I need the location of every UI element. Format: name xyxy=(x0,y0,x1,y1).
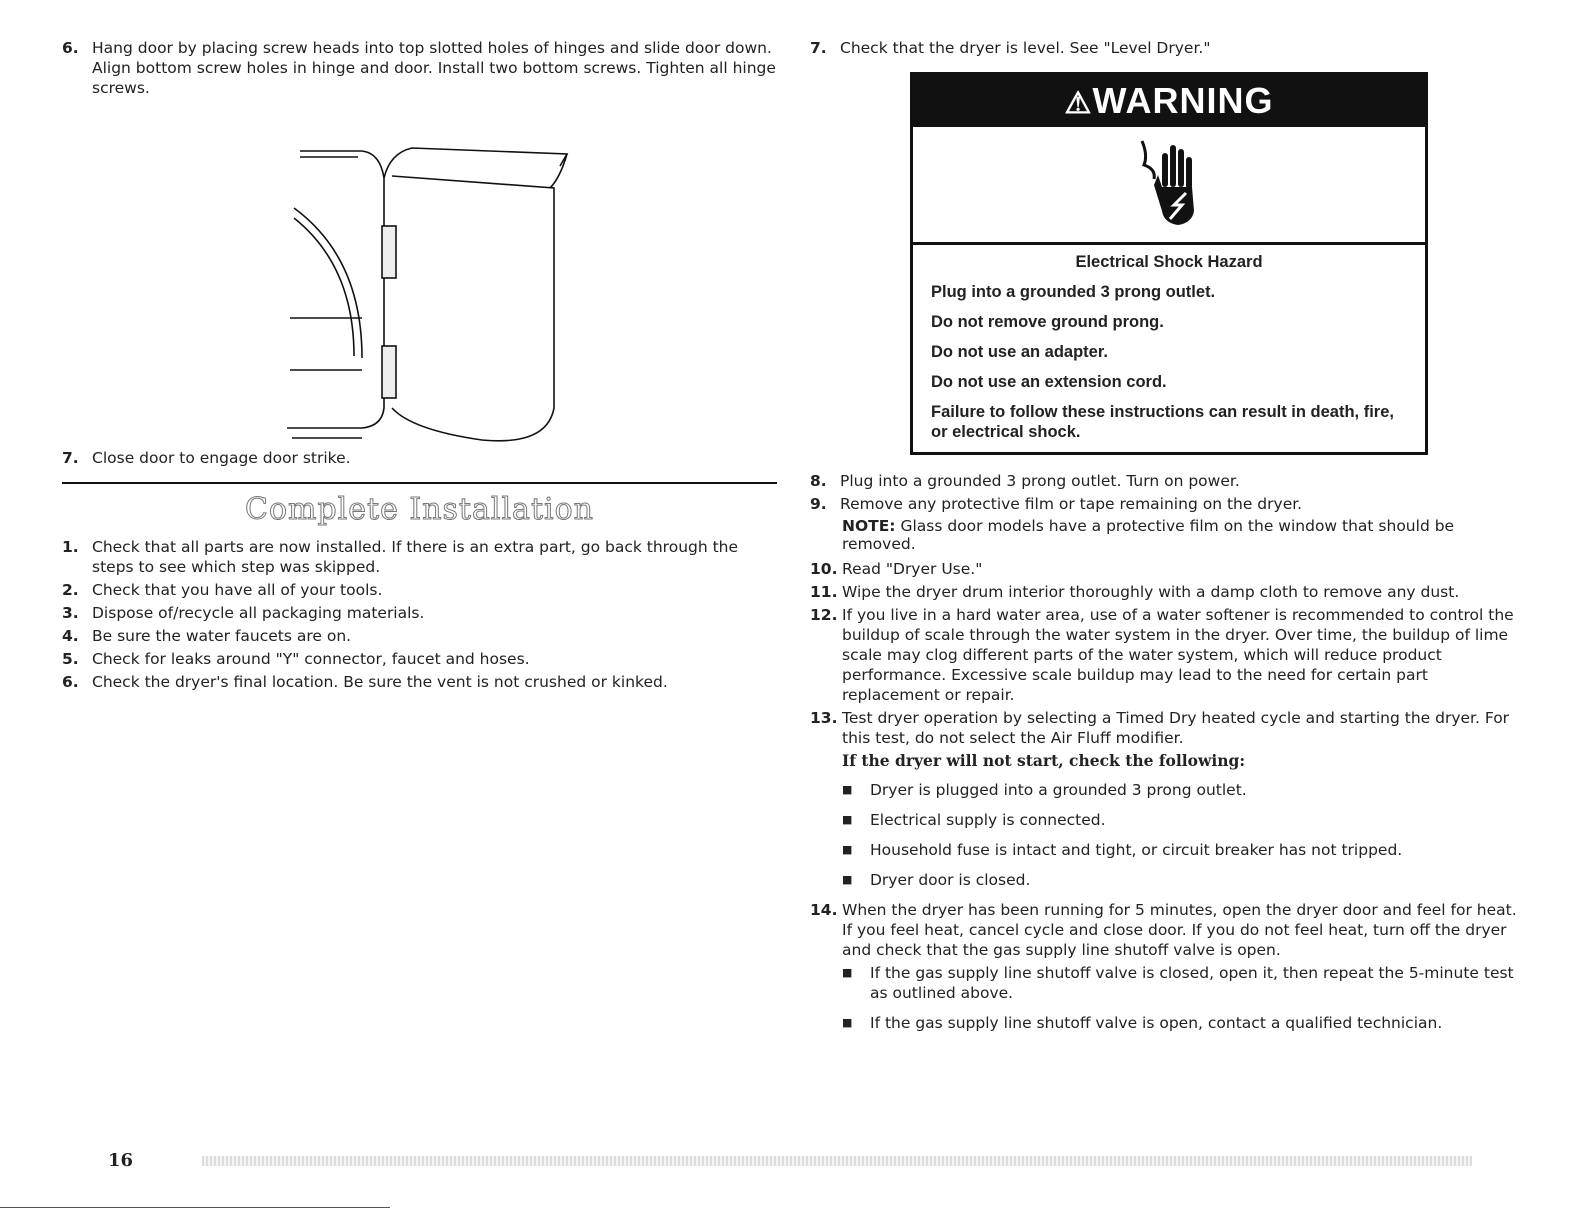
bullet-icon: ■ xyxy=(842,783,853,796)
bullet-icon: ■ xyxy=(842,873,853,886)
note-label: NOTE: xyxy=(842,517,896,535)
list-item: 5. Check for leaks around "Y" connector, faucet and hoses. xyxy=(62,650,530,668)
section-divider xyxy=(62,482,777,484)
complete-installation-list xyxy=(62,537,777,692)
list-item: 6. Check the dryer's final location. Be sure the vent is not crushed or kinked. xyxy=(62,673,668,691)
step-number: 7. xyxy=(62,449,79,467)
dryer-door-diagram xyxy=(62,108,777,448)
bullet-item: ■ Dryer is plugged into a grounded 3 prong outlet. xyxy=(842,781,1247,799)
bullet-item: ■ If the gas supply line shutoff valve is open, contact a qualified technician. xyxy=(842,1014,1443,1032)
list-item: 10. Read "Dryer Use." xyxy=(810,560,983,578)
section-title: Complete Installation xyxy=(245,492,594,527)
right-column xyxy=(810,38,1530,1043)
step-text: Hang door by placing screw heads into top slotted holes of hinges and slide door down. Align bottom screw holes in hinge and door. Install two bottom screws. Tighten all hinge screws. xyxy=(92,39,776,97)
step-close-door xyxy=(62,448,777,468)
bullet-icon: ■ xyxy=(842,1016,853,1029)
bullet-item: ■ Household fuse is intact and tight, or circuit breaker has not tripped. xyxy=(842,841,1403,859)
list-item: 13. Test dryer operation by selecting a Timed Dry heated cycle and starting the dryer. For this test, do not select the Air Fluff modifier. xyxy=(810,709,1510,747)
list-item: 11. Wipe the dryer drum interior thoroughly with a damp cloth to remove any dust. xyxy=(810,583,1460,601)
warning-triangle-icon: ⚠ xyxy=(1064,87,1093,120)
bullet-item: ■ Electrical supply is connected. xyxy=(842,811,1106,829)
bullet-icon: ■ xyxy=(842,813,853,826)
bullet-item: ■ If the gas supply line shutoff valve is closed, open it, then repeat the 5-minute test as outlined above. xyxy=(842,964,1514,1002)
list-item: 2. Check that you have all of your tools. xyxy=(62,581,383,599)
list-item: 1. Check that all parts are now installed. If there is an extra part, go back through the steps to see which step was skipped. xyxy=(62,538,739,576)
page-number: 16 xyxy=(108,1150,134,1171)
footer-band xyxy=(202,1156,1472,1166)
warning-line: Plug into a grounded 3 prong outlet. xyxy=(931,283,1216,301)
note xyxy=(842,517,1530,553)
step-number: 6. xyxy=(62,39,79,57)
page-footer xyxy=(62,1150,1482,1172)
list-item: 9. Remove any protective film or tape remaining on the dryer. xyxy=(810,495,1303,513)
warning-header xyxy=(913,75,1425,127)
bullet-item: ■ Dryer door is closed. xyxy=(842,871,1031,889)
left-column xyxy=(62,38,777,695)
list-item: 14. When the dryer has been running for 5 minutes, open the dryer door and feel for heat. If you feel heat, cancel cycle and close door. If you do not feel heat, turn off the dryer and check that the gas supply line shutoff valve is open. xyxy=(810,901,1517,959)
hazard-title: Electrical Shock Hazard xyxy=(1075,253,1263,271)
step-hang-door xyxy=(62,38,777,98)
step-check-level: 7. Check that the dryer is level. See "Level Dryer." xyxy=(810,39,1211,57)
warning-line: Do not use an extension cord. xyxy=(931,373,1167,391)
list-item: 8. Plug into a grounded 3 prong outlet. Turn on power. xyxy=(810,472,1240,490)
subheading: If the dryer will not start, check the following: xyxy=(842,751,1246,770)
list-item: 12. If you live in a hard water area, use of a water softener is recommended to control the buildup of scale through the water system in the dryer. Over time, the buildup of lime scale may clog different parts of the water system, which will reduce product performance. Excessive scale buildup may lead to the need for certain part replacement or repair. xyxy=(810,606,1514,704)
electric-shock-hand-icon xyxy=(913,127,1425,245)
warning-line: Failure to follow these instructions can result in death, fire, or electrical shock. xyxy=(931,403,1394,441)
list-item: 4. Be sure the water faucets are on. xyxy=(62,627,352,645)
warning-box xyxy=(910,72,1428,455)
warning-title: WARNING xyxy=(1092,80,1274,121)
door-hinge-illustration xyxy=(62,108,777,448)
warning-line: Do not use an adapter. xyxy=(931,343,1108,361)
warning-line: Do not remove ground prong. xyxy=(931,313,1164,331)
bottom-rule xyxy=(0,1207,390,1208)
list-item: 3. Dispose of/recycle all packaging materials. xyxy=(62,604,425,622)
bullet-icon: ■ xyxy=(842,843,853,856)
warning-body xyxy=(913,245,1425,452)
bullet-icon: ■ xyxy=(842,966,853,979)
step-text: Close door to engage door strike. xyxy=(92,449,351,467)
note-text: Glass door models have a protective film on the window that should be removed. xyxy=(842,517,1455,553)
